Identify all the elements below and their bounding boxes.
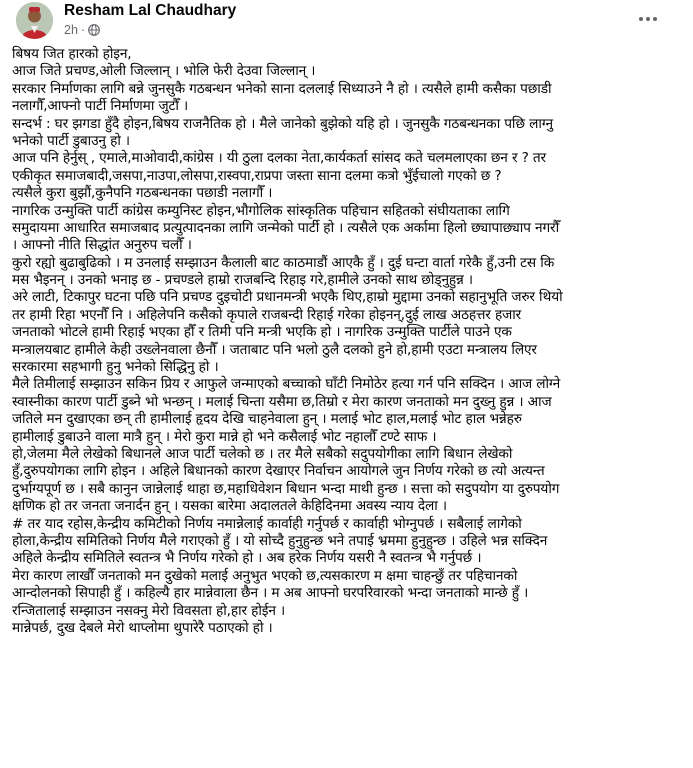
post-text-line: मेरा कारण लाखौँ जनताको मन दुखेको मलाई अनुभुत भएको छ,त्यसकारण म क्षमा चाहन्छुँ तर पहिचानको [12, 567, 518, 584]
post-text-line: मैले तिमीलाई सम्झाउन सकिन प्रिय र आफुले जन्माएको बच्चाको घाँटी निमोठेर हत्या गर्न पनि सक्दिन । आज लोग्ने [12, 376, 561, 393]
post-text-line: क्षणिक हो तर जनता जनार्दन हुन् । यसका बारेमा अदालतले केहिदिनमा अवस्य न्याय देला । [12, 498, 447, 515]
post-text-line: हो,जेलमा मैले लेखेको बिधानले आज पार्टी चलेको छ । तर मैले सबैको सदुपयोगीका लागि बिधान लेखेको [12, 445, 513, 462]
post-text-line: । आफ्नो नीति सिद्धांत अनुरुप चलौँ । [12, 237, 192, 254]
post-text-line: कुरो रह्यो बुढाबुढिको । म उनलाई सम्झाउन कैलाली बाट काठमाडौं आएकै हुँ । दुई घन्टा वार्ता गरेकै हुँ,उनी टस कि [12, 254, 555, 271]
post-text-line: जतिले मन दुखाएका छन् ती हामीलाई हृदय देखि चाहनेवाला हुन् । मलाई भोट हाल,मलाई भोट हाल भन्नेहरु [12, 411, 522, 428]
post-text-line: # तर याद रहोस,केन्द्रीय कमिटीको निर्णय नमान्नेलाई कार्वाही गर्नुपर्छ र कार्वाही भोग्नुपर्छ । सबैलाई लागेको [12, 515, 522, 532]
avatar-photo-icon [16, 2, 53, 39]
post-text-line: त्यसैले कुरा बुझौं,कुनैपनि गठबन्धनका पछाडी नलागौँ । [12, 185, 273, 202]
author-avatar[interactable] [16, 2, 53, 39]
post-text-line: सरकारमा सहभागी हुनु भनेको सिद्धिनु हो । [12, 359, 219, 376]
post-text-line: नागरिक उन्मुक्ति पार्टी कांग्रेस कम्युनिस्ट होइन,भौगोलिक सांस्कृतिक पहिचान सहितको संघीयताका लागि [12, 202, 510, 219]
post-body [12, 46, 683, 637]
post-text-line: आज जिते प्रचण्ड,ओली जिल्लान् । भोलि फेरी देउवा जिल्लान् । [12, 63, 316, 80]
post-text-line: मान्नेपर्छ, दुख देबले मेरो थाप्लोमा थुपारेरै पठाएको हो । [12, 619, 273, 636]
author-name[interactable]: Resham Lal Chaudhary [64, 2, 237, 19]
meta-separator: · [80, 23, 86, 37]
post-header [12, 0, 683, 42]
post-text-line: नलागौँ,आफ्नो पार्टी निर्माणमा जुटौँ । [12, 98, 188, 115]
post-text-line: होला,केन्द्रीय समितिको निर्णय मैले गराएको हुँ । यो सोच्दै हुनुहुन्छ भने तपाई भ्रममा हुनुहुन्छ । उहिले भन्न सक्दिन [12, 532, 548, 549]
post-text-line: रन्जितालाई सम्झाउन नसक्नु मेरो विवसता हो,हार होईन । [12, 602, 286, 619]
more-options-icon[interactable] [633, 8, 663, 30]
post-text-line: मन्त्रालयबाट हामीले केही उख्लेनवाला छैनौँ । जताबाट पनि भलो ठुलै दलको हुने हो,हामी एउटा मन्त्रालय लिएर [12, 341, 537, 358]
post-text-line: आन्दोलनको सिपाही हुँ । कहिल्यै हार मान्नेवाला छैन । म अब आफ्नो घरपरिवारको भन्दा जनताको मान्छे हुँ । [12, 585, 529, 602]
post-text-line: मस भैइनन् । उनको भनाइ छ - प्रचण्डले हाम्रो राजबन्दि रिहाइ गरे,हामीले उनको साथ छोड्नुहुन्न । [12, 272, 473, 289]
post-time[interactable]: 2h [64, 23, 78, 37]
post-meta [64, 23, 100, 37]
post-text-line: स्वास्नीका कारण पार्टी डुब्ने भो भन्छन् । मलाई चिन्ता यसैमा छ,तिम्रो र मेरा कारण जनताको मन दुख्नु हुन्न । आज [12, 393, 552, 410]
post-text-line: अरे लाटी, टिकापुर घटना पछि पनि प्रचण्ड दुइचोटी प्रधानमन्त्री भएकै थिए,हाम्रो मुद्दामा उनको सहानुभूति जरुर थियो [12, 289, 563, 306]
post-text-line: तर हामी रिहा भएनौँ नि । अहिलेपनि कसैको कृपाले राजबन्दी रिहाई गरेका होइनन्,दुई लाख अठहत्तर हजार [12, 306, 522, 323]
post-text-line: समुदायमा आधारित समाजबाद प्रत्युत्पादनका लागि जन्मेको पार्टी हो । त्यसैले एक अर्कामा हिलो छ्यापाछ्याप नगरौँ [12, 219, 559, 236]
post-text-line: दुर्भाग्यपूर्ण छ । सबै कानुन जान्नेलाई थाहा छ,महाधिवेशन बिधान भन्दा माथी हुन्छ । सत्ता को सदुपयोग या दुरुपयोग [12, 480, 560, 497]
post-text-line: एकीकृत समाजबादी,जसपा,नाउपा,लोसपा,रास्वपा,राप्रपा जस्ता साना दलमा कत्रो भुँईचालो गएको छ ? [12, 167, 502, 184]
post-text-line: भनेको पार्टी डुबाउनु हो । [12, 132, 130, 149]
post-text-line: हामीलाई डुबाउने वाला मात्रै हुन् । मेरो कुरा मान्ने हो भने कसैलाई भोट नहालौँ टण्टे साफ । [12, 428, 437, 445]
post-text-line: आज पनि हेर्नुस् , एमाले,माओवादी,कांग्रेस । यी ठुला दलका नेता,कार्यकर्ता सांसद कते चलमलाएका छन र ? तर [12, 150, 547, 167]
post-text-line: सरकार निर्माणका लागि बन्ने जुनसुकै गठबन्धन भनेको साना दललाई सिध्याउने नै हो । त्यसैले हामी कसैका पछाडी [12, 80, 552, 97]
post-text-line: सन्दर्भ : घर झगडा हुँदै होइन,बिषय राजनैतिक हो । मैले जानेको बुझेको यहि हो । जुनसुकै गठबन्धनका पछि लाग्नु [12, 115, 553, 132]
post-text-line: बिषय जित हारको होइन, [12, 46, 132, 62]
post-text-line: जनताको भोटले हामी रिहाई भएका हौँ र तिमी पनि मन्त्री भएकि हो । नागरिक उन्मुक्ति पार्टीले पाउने एक [12, 324, 512, 341]
globe-icon[interactable] [88, 24, 100, 36]
post-text-line: हुँ,दुरुपयोगका लागि होइन । अहिले बिधानको कारण देखाएर निर्वाचन आयोगले जुन निर्णय गरेको छ त्यो अत्यन्त [12, 463, 545, 480]
post-text-line: अहिले केन्द्रीय समितिले स्वतन्त्र भै निर्णय गरेको हो । अब हरेक निर्णय यसरी नै स्वतन्त्र भै गर्नुपर्छ । [12, 550, 482, 567]
